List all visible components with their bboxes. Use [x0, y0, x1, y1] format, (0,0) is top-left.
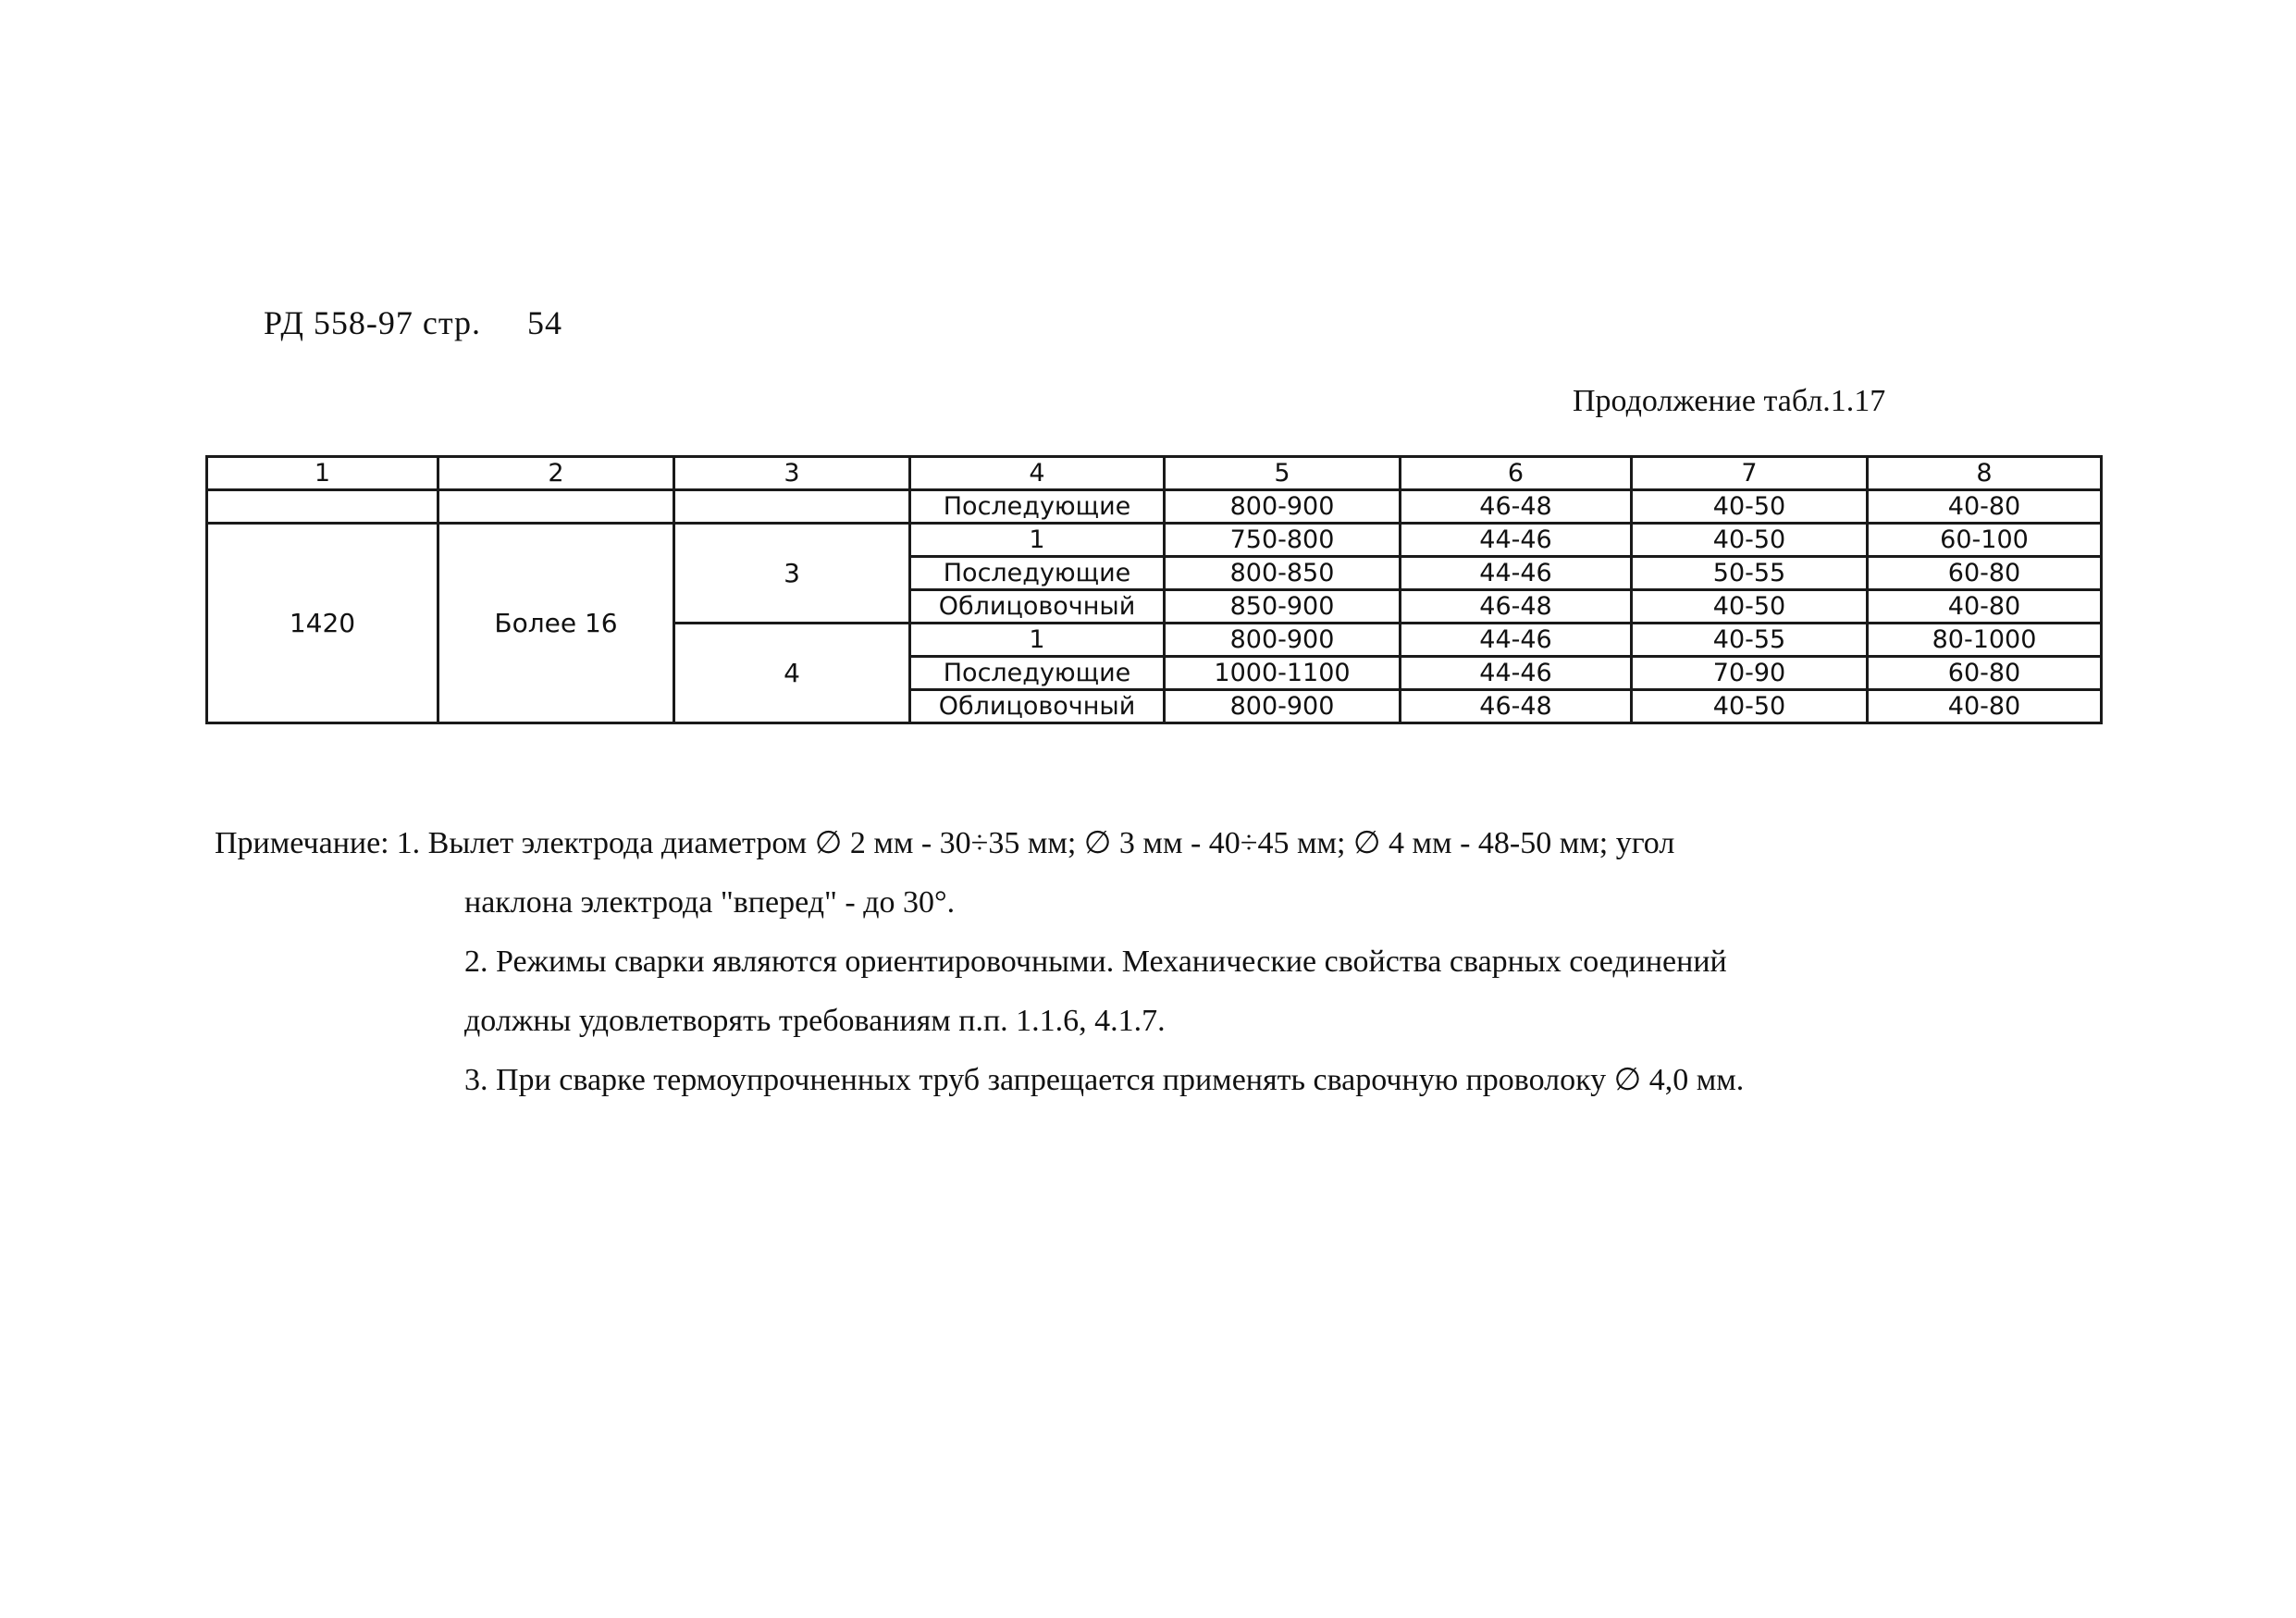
note-3: 3. При сварке термоупрочненных труб запрещается применять сварочную проволоку ∅ 4,0 мм. — [464, 1063, 1745, 1097]
voltage-cell: 46-48 — [1401, 590, 1632, 624]
empty-cell — [438, 490, 674, 524]
feed-cell: 40-80 — [1868, 590, 2102, 624]
speed-cell: 40-50 — [1632, 690, 1868, 723]
electrode-diameter-cell: 3 — [674, 524, 910, 624]
feed-cell: 60-80 — [1868, 557, 2102, 590]
wall-thickness-cell: Более 16 — [438, 524, 674, 723]
speed-cell: 50-55 — [1632, 557, 1868, 590]
column-number: 3 — [674, 457, 910, 490]
table-row — [207, 524, 2102, 557]
note-1-line-2: наклона электрода "вперед" - до 30°. — [464, 885, 956, 920]
column-number: 6 — [1401, 457, 1632, 490]
voltage-cell: 46-48 — [1401, 490, 1632, 524]
current-cell: 800-850 — [1165, 557, 1401, 590]
current-cell: 1000-1100 — [1165, 657, 1401, 690]
empty-cell — [207, 490, 438, 524]
note-2-line-2: должны удовлетворять требованиям п.п. 1.1.6, 4.1.7. — [464, 1004, 1166, 1038]
voltage-cell: 44-46 — [1401, 624, 1632, 657]
table-row — [207, 490, 2102, 524]
layer-cell: 1 — [910, 624, 1165, 657]
voltage-cell: 44-46 — [1401, 657, 1632, 690]
layer-cell: Последующие — [910, 490, 1165, 524]
notes-section — [215, 814, 2083, 1110]
speed-cell: 40-55 — [1632, 624, 1868, 657]
speed-cell: 40-50 — [1632, 490, 1868, 524]
column-number: 7 — [1632, 457, 1868, 490]
feed-cell: 60-80 — [1868, 657, 2102, 690]
column-number: 4 — [910, 457, 1165, 490]
pipe-diameter-cell: 1420 — [207, 524, 438, 723]
layer-cell: Облицовочный — [910, 690, 1165, 723]
current-cell: 750-800 — [1165, 524, 1401, 557]
speed-cell: 40-50 — [1632, 524, 1868, 557]
voltage-cell: 44-46 — [1401, 524, 1632, 557]
feed-cell: 80-1000 — [1868, 624, 2102, 657]
speed-cell: 70-90 — [1632, 657, 1868, 690]
welding-modes-table — [205, 455, 2103, 724]
column-number: 2 — [438, 457, 674, 490]
layer-cell: Последующие — [910, 557, 1165, 590]
table-continuation-caption: Продолжение табл.1.17 — [1573, 384, 1886, 418]
column-number-row — [207, 457, 2102, 490]
feed-cell: 40-80 — [1868, 490, 2102, 524]
column-number: 1 — [207, 457, 438, 490]
note-2-line-1: 2. Режимы сварки являются ориентировочными. Механические свойства сварных соединений — [464, 945, 1727, 979]
page-number: 54 — [527, 304, 563, 341]
document-reference: РД 558-97 стр. — [264, 304, 482, 341]
feed-cell: 60-100 — [1868, 524, 2102, 557]
note-1-text: 1. Вылет электрода диаметром ∅ 2 мм - 30÷35 мм; ∅ 3 мм - 40÷45 мм; ∅ 4 мм - 48-50 мм; угол — [396, 826, 1675, 860]
feed-cell: 40-80 — [1868, 690, 2102, 723]
voltage-cell: 44-46 — [1401, 557, 1632, 590]
empty-cell — [674, 490, 910, 524]
column-number: 5 — [1165, 457, 1401, 490]
voltage-cell: 46-48 — [1401, 690, 1632, 723]
layer-cell: 1 — [910, 524, 1165, 557]
document-header — [264, 303, 562, 342]
column-number: 8 — [1868, 457, 2102, 490]
notes-label: Примечание: — [215, 826, 389, 860]
current-cell: 800-900 — [1165, 490, 1401, 524]
note-1-line-1 — [215, 814, 2083, 873]
speed-cell: 40-50 — [1632, 590, 1868, 624]
current-cell: 800-900 — [1165, 690, 1401, 723]
layer-cell: Облицовочный — [910, 590, 1165, 624]
layer-cell: Последующие — [910, 657, 1165, 690]
current-cell: 800-900 — [1165, 624, 1401, 657]
current-cell: 850-900 — [1165, 590, 1401, 624]
electrode-diameter-cell: 4 — [674, 624, 910, 723]
